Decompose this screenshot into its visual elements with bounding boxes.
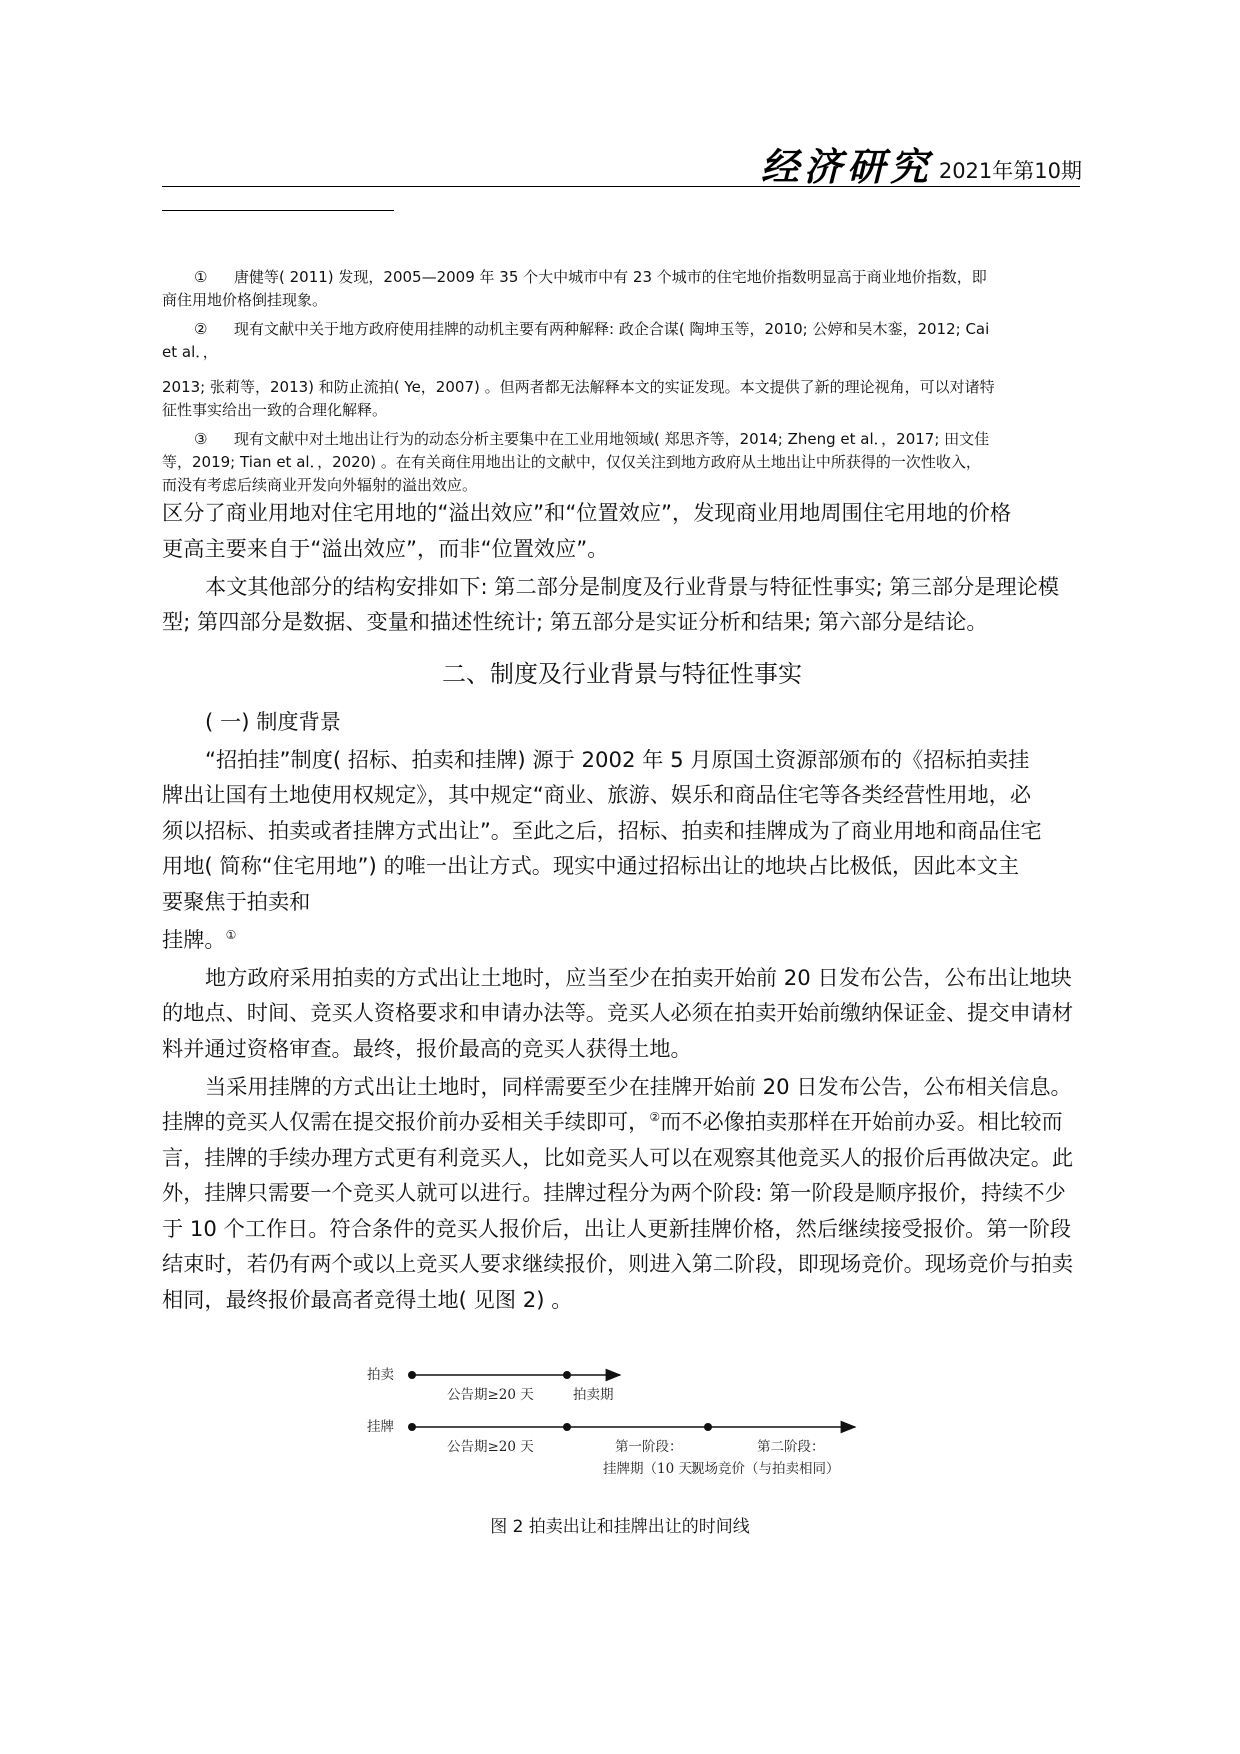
body-text — [162, 495, 1082, 1320]
listing-period-1: 公告期≥20 天 — [447, 1439, 534, 1455]
listing-stage2-title: 第二阶段： — [757, 1439, 825, 1455]
journal-logo: 经济研究 — [760, 144, 933, 189]
footnote-ref: ② — [649, 1109, 661, 1124]
footnote-marker: ① — [194, 268, 208, 286]
listing-stage1-desc: 挂牌期（10 天） — [603, 1461, 706, 1477]
footnote-rule — [162, 210, 394, 211]
footnote-text: 而没有考虑后续商业开发向外辐射的溢出效应。 — [162, 476, 478, 494]
paragraph-1 — [162, 495, 1082, 566]
auction-start-dot — [408, 1371, 416, 1379]
footnote-3 — [162, 428, 1082, 497]
footnote-text: 商住用地价格倒挂现象。 — [162, 291, 328, 309]
text-line: 须以招标、拍卖或者挂牌方式出让”。至此之后，招标、拍卖和挂牌成为了商业用地和商品住宅 — [162, 817, 1042, 843]
paragraph-5 — [162, 1069, 1082, 1318]
listing-start-dot — [408, 1423, 416, 1431]
text-line: 牌出让国有土地使用权规定》，其中规定“商业、旅游、娱乐和商品住宅等各类经营性用地，必 — [162, 782, 1032, 807]
footnote-ref: ① — [225, 927, 237, 942]
listing-stage2-desc: 现场竞价（与拍卖相同） — [691, 1461, 840, 1477]
auction-mid-dot — [563, 1371, 571, 1379]
footnotes — [162, 266, 1082, 497]
paragraph-3-end — [162, 922, 1082, 958]
footnote-text: 等，2019; Tian et al．，2020) 。在有关商住用地出让的文献中，仅仅关注到地方政府从土地出让中所获得的一次性收入， — [162, 453, 981, 471]
auction-label: 拍卖 — [367, 1367, 394, 1383]
text-line: 挂牌。 — [162, 926, 226, 952]
footnote-text: 现有文献中对土地出让行为的动态分析主要集中在工业用地领域( 郑思齐等，2014; Zheng et al．，2017; 田文佳 — [234, 430, 990, 448]
text-line: 而不必像拍卖那样在开始前办妥。相比较而言，挂牌的手续办理方式更有利竞买人，比如竞买人可以在观察其他竞买人的报价后再做决定。此外，挂牌只需要一个竞买人就可以进行。挂牌过程分为两个阶段: 第一阶段是顺序报价，持续不少于 10 个工作日。符合条件的竞买人报价后，出让人更新挂牌价格，然后继续接受报价。第一阶段结束时，若仍有两个或以上竞买人要求继续报价，则进入第二阶段，即现场竞价。现场竞价与拍卖相同，最终报价最高者竞得土地( 见图 2) 。 — [162, 1109, 1074, 1312]
footnote-text: 征性事实给出一致的合理化解释。 — [162, 401, 388, 419]
subsection-title: ( 一) 制度背景 — [205, 708, 341, 734]
text-line: 更高主要来自于“溢出效应”，而非“位置效应”。 — [162, 535, 609, 561]
auction-period-1: 公告期≥20 天 — [447, 1387, 534, 1403]
footnote-text: 2013; 张莉等，2013) 和防止流拍( Ye，2007) 。但两者都无法解释本文的实证发现。本文提供了新的理论视角，可以对诸特 — [162, 378, 995, 396]
footnote-1 — [162, 266, 1082, 312]
listing-stage2-dot — [704, 1423, 712, 1431]
text-line: “招拍挂”制度( 招标、拍卖和挂牌) 源于 2002 年 5 月原国土资源部颁布的《招标拍卖挂 — [205, 746, 1030, 772]
auction-period-2: 拍卖期 — [573, 1387, 614, 1403]
footnote-2 — [162, 318, 1082, 364]
listing-label: 挂牌 — [367, 1419, 394, 1435]
journal-header — [760, 144, 1082, 189]
text-line: 要聚焦于拍卖和 — [162, 888, 311, 914]
footnote-marker: ② — [194, 320, 208, 338]
figure-caption: 图 2 拍卖出让和挂牌出让的时间线 — [490, 1517, 750, 1537]
listing-mid-dot — [563, 1423, 571, 1431]
text-line: 当采用挂牌的方式出让土地时，同样需要至少在挂牌开始前 20 日发布公告，公布相关信息。挂牌的竞买人仅需在提交报价前办妥相关手续即可， — [162, 1073, 1072, 1134]
text-line: 区分了商业用地对住宅用地的“溢出效应”和“位置效应”，发现商业用地周围住宅用地的价格 — [162, 500, 1012, 525]
footnote-text: 现有文献中关于地方政府使用挂牌的动机主要有两种解释: 政企合谋( 陶坤玉等，2010; 公婷和吴木銮，2012; Cai — [234, 320, 990, 338]
journal-issue: 2021年第10期 — [938, 159, 1082, 183]
footnote-marker: ③ — [194, 430, 208, 448]
footnote-2-cont — [162, 376, 1082, 422]
paragraph-2: 本文其他部分的结构安排如下: 第二部分是制度及行业背景与特征性事实; 第三部分是理论模型; 第四部分是数据、变量和描述性统计; 第五部分是实证分析和结果; 第六部分是结论。 — [162, 573, 1060, 634]
footnote-text: 唐健等( 2011) 发现，2005—2009 年 35 个大中城市中有 23 个城市的住宅地价指数明显高于商业地价指数，即 — [234, 268, 987, 286]
paragraph-4: 地方政府采用拍卖的方式出让土地时，应当至少在拍卖开始前 20 日发布公告，公布出让地块的地点、时间、竞买人资格要求和申请办法等。竞买人必须在拍卖开始前缴纳保证金、提交申请材料并通过资格审查。最终，报价最高的竞买人获得土地。 — [162, 964, 1074, 1061]
listing-stage1-title: 第一阶段： — [615, 1439, 683, 1455]
section-title: 二、制度及行业背景与特征性事实 — [442, 659, 802, 688]
header-rule — [162, 186, 1080, 187]
footnote-text: et al．， — [162, 343, 218, 361]
paragraph-3 — [162, 742, 1082, 920]
timeline-figure — [355, 1365, 895, 1485]
text-line: 用地( 简称“住宅用地”) 的唯一出让方式。现实中通过招标出让的地块占比极低，因此本文主 — [162, 853, 1020, 878]
